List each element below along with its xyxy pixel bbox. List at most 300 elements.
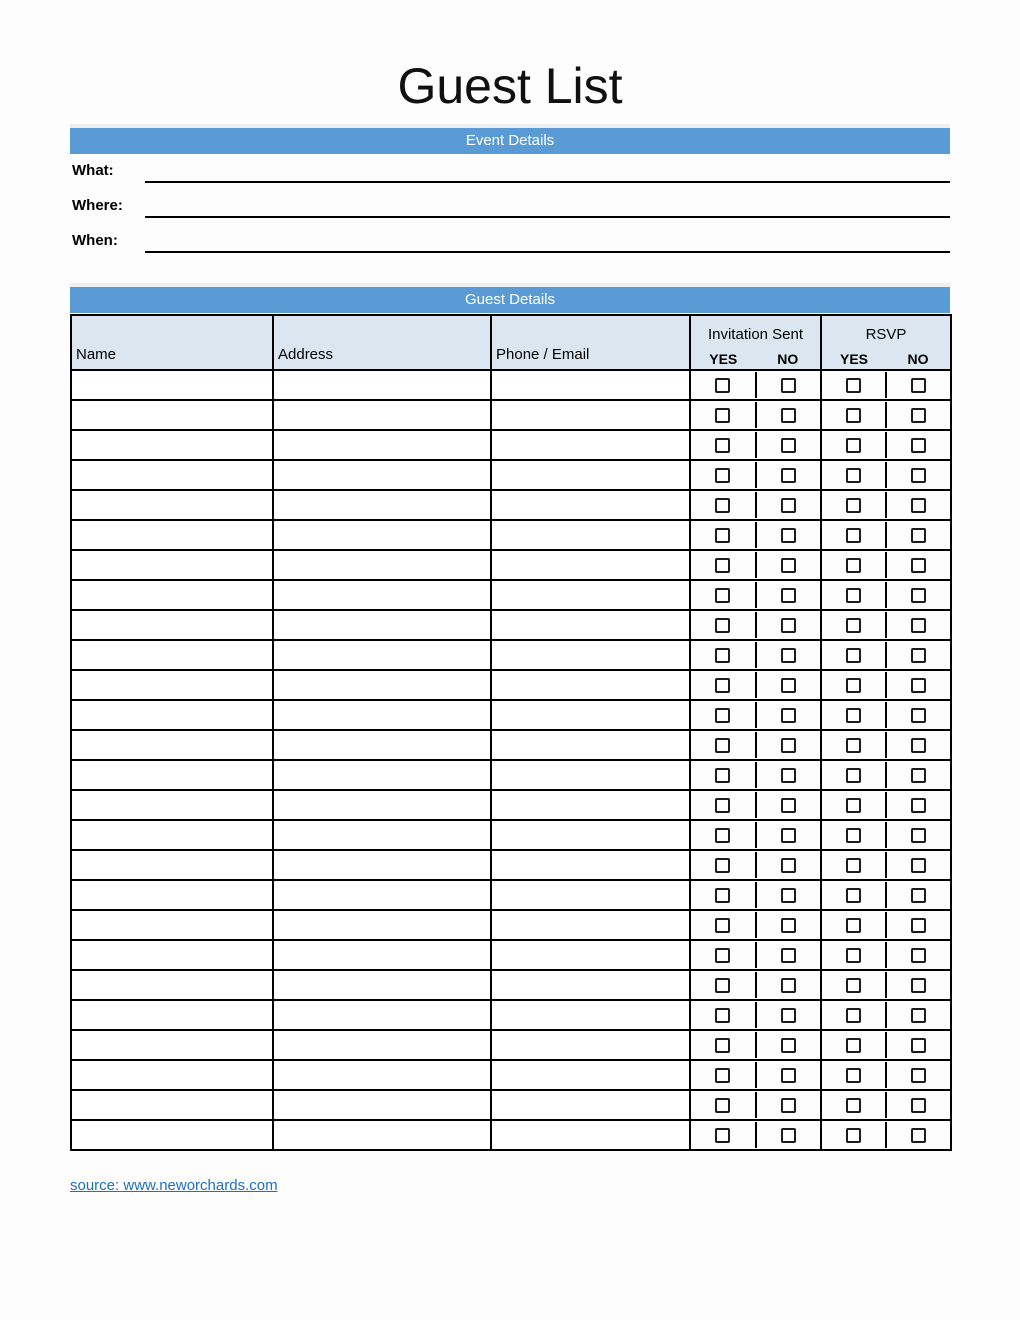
rsvp-yes-checkbox-cell[interactable] bbox=[822, 582, 885, 608]
guest-phone-email-cell[interactable] bbox=[491, 640, 690, 670]
invitation-sent-yes-checkbox-cell[interactable] bbox=[691, 492, 755, 518]
rsvp-no-checkbox-cell[interactable] bbox=[885, 762, 950, 788]
guest-address-cell[interactable] bbox=[273, 910, 491, 940]
guest-address-cell[interactable] bbox=[273, 550, 491, 580]
invitation-sent-no-checkbox[interactable] bbox=[781, 918, 796, 933]
invitation-sent-no-checkbox[interactable] bbox=[781, 708, 796, 723]
rsvp-yes-checkbox[interactable] bbox=[846, 888, 861, 903]
guest-address-cell[interactable] bbox=[273, 520, 491, 550]
guest-address-cell[interactable] bbox=[273, 940, 491, 970]
rsvp-no-checkbox-cell[interactable] bbox=[885, 432, 950, 458]
guest-phone-email-cell[interactable] bbox=[491, 1030, 690, 1060]
invitation-sent-no-checkbox-cell[interactable] bbox=[755, 1032, 821, 1058]
invitation-sent-no-checkbox-cell[interactable] bbox=[755, 612, 821, 638]
invitation-sent-yes-checkbox-cell[interactable] bbox=[691, 462, 755, 488]
invitation-sent-no-label: NO bbox=[777, 351, 799, 367]
guest-phone-email-cell[interactable] bbox=[491, 400, 690, 430]
rsvp-yes-checkbox-cell[interactable] bbox=[822, 1092, 885, 1118]
guest-address-cell[interactable] bbox=[273, 1000, 491, 1030]
guest-address-cell[interactable] bbox=[273, 400, 491, 430]
invitation-sent-yes-checkbox-cell[interactable] bbox=[691, 1002, 755, 1028]
invitation-sent-yes-checkbox-cell[interactable] bbox=[691, 582, 755, 608]
rsvp-cell-options bbox=[822, 942, 950, 968]
guest-phone-email-cell[interactable] bbox=[491, 940, 690, 970]
invitation-sent-yes-checkbox[interactable] bbox=[715, 1068, 730, 1083]
rsvp-no-checkbox-cell[interactable] bbox=[885, 402, 950, 428]
rsvp-yes-checkbox[interactable] bbox=[846, 948, 861, 963]
invitation-sent-yes-checkbox[interactable] bbox=[715, 1008, 730, 1023]
rsvp-yes-checkbox[interactable] bbox=[846, 1068, 861, 1083]
invitation-sent-yes-checkbox-cell[interactable] bbox=[691, 1092, 755, 1118]
guest-phone-email-cell[interactable] bbox=[491, 850, 690, 880]
rsvp-yes-checkbox-cell[interactable] bbox=[822, 942, 885, 968]
rsvp-yes-checkbox[interactable] bbox=[846, 918, 861, 933]
rsvp-no-checkbox[interactable] bbox=[911, 468, 926, 483]
invitation-sent-cell-options bbox=[691, 492, 820, 518]
invitation-sent-yes-checkbox[interactable] bbox=[715, 648, 730, 663]
rsvp-yes-checkbox-cell[interactable] bbox=[822, 1002, 885, 1028]
invitation-sent-yes-checkbox-cell[interactable] bbox=[691, 402, 755, 428]
rsvp-no-checkbox-cell[interactable] bbox=[885, 1002, 950, 1028]
invitation-sent-yes-checkbox-cell[interactable] bbox=[691, 792, 755, 818]
rsvp-yes-checkbox[interactable] bbox=[846, 438, 861, 453]
invitation-sent-yes-checkbox[interactable] bbox=[715, 1038, 730, 1053]
invitation-sent-no-checkbox[interactable] bbox=[781, 1128, 796, 1143]
rsvp-no-checkbox-cell[interactable] bbox=[885, 672, 950, 698]
rsvp-yes-checkbox-cell[interactable] bbox=[822, 882, 885, 908]
rsvp-no-checkbox-cell[interactable] bbox=[885, 522, 950, 548]
invitation-sent-no-checkbox[interactable] bbox=[781, 858, 796, 873]
invitation-sent-no-checkbox-cell[interactable] bbox=[755, 822, 821, 848]
guest-address-cell[interactable] bbox=[273, 820, 491, 850]
guest-phone-email-cell[interactable] bbox=[491, 790, 690, 820]
invitation-sent-no-checkbox-cell[interactable] bbox=[755, 732, 821, 758]
invitation-sent-yes-checkbox-cell[interactable] bbox=[691, 672, 755, 698]
rsvp-yes-checkbox[interactable] bbox=[846, 618, 861, 633]
guest-address-cell[interactable] bbox=[273, 790, 491, 820]
guest-address-cell[interactable] bbox=[273, 430, 491, 460]
guest-name-cell[interactable] bbox=[71, 610, 273, 640]
guest-name-cell[interactable] bbox=[71, 400, 273, 430]
invitation-sent-no-checkbox-cell[interactable] bbox=[755, 492, 821, 518]
rsvp-no-checkbox-cell[interactable] bbox=[885, 612, 950, 638]
rsvp-yes-checkbox-cell[interactable] bbox=[822, 522, 885, 548]
invitation-sent-no-checkbox-cell[interactable] bbox=[755, 462, 821, 488]
invitation-sent-no-checkbox[interactable] bbox=[781, 768, 796, 783]
invitation-sent-no-checkbox[interactable] bbox=[781, 438, 796, 453]
guest-name-cell[interactable] bbox=[71, 460, 273, 490]
invitation-sent-no-checkbox[interactable] bbox=[781, 678, 796, 693]
guest-address-cell[interactable] bbox=[273, 880, 491, 910]
invitation-sent-no-checkbox[interactable] bbox=[781, 1098, 796, 1113]
guest-address-cell[interactable] bbox=[273, 1120, 491, 1150]
rsvp-yes-checkbox[interactable] bbox=[846, 1008, 861, 1023]
rsvp-no-checkbox[interactable] bbox=[911, 558, 926, 573]
rsvp-yes-checkbox-cell[interactable] bbox=[822, 852, 885, 878]
invitation-sent-no-checkbox-cell[interactable] bbox=[755, 402, 821, 428]
invitation-sent-yes-checkbox[interactable] bbox=[715, 1098, 730, 1113]
rsvp-no-checkbox[interactable] bbox=[911, 1128, 926, 1143]
guest-phone-email-cell[interactable] bbox=[491, 490, 690, 520]
guest-name-cell[interactable] bbox=[71, 1120, 273, 1150]
invitation-sent-yes-checkbox[interactable] bbox=[715, 918, 730, 933]
invitation-sent-yes-checkbox[interactable] bbox=[715, 738, 730, 753]
rsvp-no-checkbox-cell[interactable] bbox=[885, 1032, 950, 1058]
rsvp-yes-checkbox[interactable] bbox=[846, 768, 861, 783]
rsvp-no-checkbox[interactable] bbox=[911, 618, 926, 633]
invitation-sent-no-checkbox[interactable] bbox=[781, 948, 796, 963]
invitation-sent-no-checkbox-cell[interactable] bbox=[755, 972, 821, 998]
rsvp-no-checkbox-cell[interactable] bbox=[885, 582, 950, 608]
guest-name-cell[interactable] bbox=[71, 1060, 273, 1090]
rsvp-no-checkbox[interactable] bbox=[911, 738, 926, 753]
rsvp-no-checkbox-cell[interactable] bbox=[885, 702, 950, 728]
invitation-sent-yes-checkbox[interactable] bbox=[715, 978, 730, 993]
rsvp-yes-checkbox-cell[interactable] bbox=[822, 372, 885, 398]
guest-address-cell[interactable] bbox=[273, 640, 491, 670]
rsvp-no-checkbox[interactable] bbox=[911, 1008, 926, 1023]
invitation-sent-no-checkbox[interactable] bbox=[781, 558, 796, 573]
guest-address-cell[interactable] bbox=[273, 610, 491, 640]
invitation-sent-yes-checkbox-cell[interactable] bbox=[691, 972, 755, 998]
guest-name-cell[interactable] bbox=[71, 850, 273, 880]
source-link[interactable]: source: www.neworchards.com bbox=[70, 1177, 278, 1194]
rsvp-no-checkbox[interactable] bbox=[911, 378, 926, 393]
rsvp-yes-checkbox[interactable] bbox=[846, 1098, 861, 1113]
invitation-sent-no-checkbox-cell[interactable] bbox=[755, 642, 821, 668]
guest-name-cell[interactable] bbox=[71, 550, 273, 580]
invitation-sent-no-checkbox[interactable] bbox=[781, 828, 796, 843]
rsvp-no-checkbox[interactable] bbox=[911, 1098, 926, 1113]
invitation-sent-no-checkbox-cell[interactable] bbox=[755, 372, 821, 398]
rsvp-yes-checkbox[interactable] bbox=[846, 498, 861, 513]
rsvp-no-checkbox-cell[interactable] bbox=[885, 882, 950, 908]
invitation-sent-no-checkbox[interactable] bbox=[781, 618, 796, 633]
invitation-sent-yes-checkbox-cell[interactable] bbox=[691, 432, 755, 458]
invitation-sent-no-checkbox-cell[interactable] bbox=[755, 702, 821, 728]
guest-phone-email-cell[interactable] bbox=[491, 1000, 690, 1030]
rsvp-no-checkbox[interactable] bbox=[911, 858, 926, 873]
guest-name-cell[interactable] bbox=[71, 700, 273, 730]
rsvp-yes-checkbox[interactable] bbox=[846, 1038, 861, 1053]
guest-phone-email-cell[interactable] bbox=[491, 1060, 690, 1090]
rsvp-no-checkbox-cell[interactable] bbox=[885, 732, 950, 758]
invitation-sent-no-checkbox-cell[interactable] bbox=[755, 1002, 821, 1028]
invitation-sent-yes-checkbox[interactable] bbox=[715, 438, 730, 453]
invitation-sent-no-checkbox-cell[interactable] bbox=[755, 792, 821, 818]
rsvp-yes-checkbox[interactable] bbox=[846, 468, 861, 483]
guest-name-cell[interactable] bbox=[71, 820, 273, 850]
invitation-sent-yes-checkbox[interactable] bbox=[715, 768, 730, 783]
rsvp-yes-checkbox-cell[interactable] bbox=[822, 1032, 885, 1058]
guest-phone-email-cell[interactable] bbox=[491, 700, 690, 730]
rsvp-yes-checkbox[interactable] bbox=[846, 858, 861, 873]
invitation-sent-yes-checkbox[interactable] bbox=[715, 888, 730, 903]
invitation-sent-no-checkbox-cell[interactable] bbox=[755, 1092, 821, 1118]
guest-address-cell[interactable] bbox=[273, 580, 491, 610]
invitation-sent-yes-checkbox[interactable] bbox=[715, 408, 730, 423]
guest-address-cell[interactable] bbox=[273, 1030, 491, 1060]
invitation-sent-no-checkbox[interactable] bbox=[781, 1068, 796, 1083]
invitation-sent-yes-checkbox-cell[interactable] bbox=[691, 882, 755, 908]
table-row bbox=[71, 430, 951, 460]
rsvp-no-checkbox-cell[interactable] bbox=[885, 372, 950, 398]
invitation-sent-no-checkbox-cell[interactable] bbox=[755, 552, 821, 578]
invitation-sent-no-checkbox[interactable] bbox=[781, 498, 796, 513]
guest-name-cell[interactable] bbox=[71, 1090, 273, 1120]
rsvp-yes-checkbox[interactable] bbox=[846, 978, 861, 993]
guest-phone-email-cell[interactable] bbox=[491, 820, 690, 850]
rsvp-no-checkbox[interactable] bbox=[911, 828, 926, 843]
guest-name-cell[interactable] bbox=[71, 370, 273, 400]
guest-name-cell[interactable] bbox=[71, 430, 273, 460]
guest-phone-email-cell[interactable] bbox=[491, 610, 690, 640]
event-field-when-input-line[interactable] bbox=[145, 251, 950, 253]
guest-address-cell[interactable] bbox=[273, 370, 491, 400]
invitation-sent-no-checkbox[interactable] bbox=[781, 978, 796, 993]
rsvp-yes-checkbox-cell[interactable] bbox=[822, 402, 885, 428]
rsvp-yes-checkbox[interactable] bbox=[846, 798, 861, 813]
guest-phone-email-cell[interactable] bbox=[491, 670, 690, 700]
rsvp-no-checkbox[interactable] bbox=[911, 708, 926, 723]
rsvp-yes-checkbox-cell[interactable] bbox=[822, 552, 885, 578]
guest-phone-email-cell[interactable] bbox=[491, 760, 690, 790]
invitation-sent-yes-checkbox[interactable] bbox=[715, 678, 730, 693]
invitation-sent-no-checkbox[interactable] bbox=[781, 588, 796, 603]
guest-address-cell[interactable] bbox=[273, 490, 491, 520]
guest-address-cell[interactable] bbox=[273, 670, 491, 700]
event-field-what-input-line[interactable] bbox=[145, 181, 950, 183]
invitation-sent-yes-checkbox[interactable] bbox=[715, 618, 730, 633]
rsvp-no-checkbox-cell[interactable] bbox=[885, 462, 950, 488]
invitation-sent-no-checkbox[interactable] bbox=[781, 528, 796, 543]
guest-phone-email-cell[interactable] bbox=[491, 580, 690, 610]
invitation-sent-yes-checkbox-cell[interactable] bbox=[691, 942, 755, 968]
invitation-sent-no-checkbox-cell[interactable] bbox=[755, 912, 821, 938]
guest-phone-email-cell[interactable] bbox=[491, 910, 690, 940]
guest-phone-email-cell[interactable] bbox=[491, 880, 690, 910]
guest-name-cell[interactable] bbox=[71, 880, 273, 910]
guest-phone-email-cell[interactable] bbox=[491, 1120, 690, 1150]
rsvp-yes-checkbox[interactable] bbox=[846, 378, 861, 393]
guest-address-cell[interactable] bbox=[273, 460, 491, 490]
rsvp-no-checkbox-cell[interactable] bbox=[885, 1062, 950, 1088]
invitation-sent-no-checkbox-cell[interactable] bbox=[755, 1122, 821, 1148]
guest-phone-email-cell[interactable] bbox=[491, 730, 690, 760]
invitation-sent-yes-checkbox[interactable] bbox=[715, 798, 730, 813]
invitation-sent-no-checkbox[interactable] bbox=[781, 738, 796, 753]
guest-address-cell[interactable] bbox=[273, 760, 491, 790]
guest-name-cell[interactable] bbox=[71, 940, 273, 970]
invitation-sent-yes-checkbox[interactable] bbox=[715, 378, 730, 393]
rsvp-no-checkbox-cell[interactable] bbox=[885, 972, 950, 998]
guest-address-cell[interactable] bbox=[273, 850, 491, 880]
rsvp-no-checkbox[interactable] bbox=[911, 438, 926, 453]
event-field-where[interactable] bbox=[70, 195, 950, 221]
invitation-sent-yes-checkbox-cell[interactable] bbox=[691, 522, 755, 548]
guest-address-cell[interactable] bbox=[273, 730, 491, 760]
guest-name-cell[interactable] bbox=[71, 520, 273, 550]
invitation-sent-yes-checkbox[interactable] bbox=[715, 948, 730, 963]
rsvp-yes-checkbox-cell[interactable] bbox=[822, 912, 885, 938]
invitation-sent-yes-checkbox[interactable] bbox=[715, 468, 730, 483]
guest-name-cell[interactable] bbox=[71, 730, 273, 760]
invitation-sent-yes-checkbox-cell[interactable] bbox=[691, 702, 755, 728]
invitation-sent-no-checkbox[interactable] bbox=[781, 408, 796, 423]
rsvp-no-checkbox[interactable] bbox=[911, 408, 926, 423]
guest-name-cell[interactable] bbox=[71, 1030, 273, 1060]
invitation-sent-no-checkbox[interactable] bbox=[781, 468, 796, 483]
rsvp-no-checkbox[interactable] bbox=[911, 978, 926, 993]
rsvp-yes-checkbox-cell[interactable] bbox=[822, 1122, 885, 1148]
invitation-sent-no-checkbox[interactable] bbox=[781, 1008, 796, 1023]
rsvp-no-checkbox[interactable] bbox=[911, 798, 926, 813]
invitation-sent-no-checkbox-cell[interactable] bbox=[755, 432, 821, 458]
guest-address-cell[interactable] bbox=[273, 700, 491, 730]
rsvp-no-checkbox[interactable] bbox=[911, 888, 926, 903]
guest-address-cell[interactable] bbox=[273, 1090, 491, 1120]
rsvp-yes-checkbox[interactable] bbox=[846, 648, 861, 663]
guest-phone-email-cell[interactable] bbox=[491, 520, 690, 550]
invitation-sent-yes-checkbox-cell[interactable] bbox=[691, 822, 755, 848]
event-field-what[interactable] bbox=[70, 160, 950, 186]
rsvp-no-checkbox-cell[interactable] bbox=[885, 492, 950, 518]
rsvp-yes-checkbox-cell[interactable] bbox=[822, 762, 885, 788]
event-field-when[interactable] bbox=[70, 230, 950, 256]
rsvp-yes-checkbox-cell[interactable] bbox=[822, 732, 885, 758]
invitation-sent-no-checkbox-cell[interactable] bbox=[755, 942, 821, 968]
rsvp-yes-checkbox-cell[interactable] bbox=[822, 462, 885, 488]
invitation-sent-no-checkbox-cell[interactable] bbox=[755, 1062, 821, 1088]
rsvp-yes-checkbox-cell[interactable] bbox=[822, 1062, 885, 1088]
invitation-sent-no-checkbox-cell[interactable] bbox=[755, 522, 821, 548]
guest-name-cell[interactable] bbox=[71, 490, 273, 520]
rsvp-yes-checkbox-cell[interactable] bbox=[822, 612, 885, 638]
rsvp-yes-checkbox-cell[interactable] bbox=[822, 672, 885, 698]
guest-phone-email-cell[interactable] bbox=[491, 970, 690, 1000]
rsvp-no-checkbox[interactable] bbox=[911, 1068, 926, 1083]
rsvp-no-checkbox-cell[interactable] bbox=[885, 1122, 950, 1148]
invitation-sent-no-checkbox-cell[interactable] bbox=[755, 852, 821, 878]
invitation-sent-yes-checkbox[interactable] bbox=[715, 828, 730, 843]
rsvp-yes-checkbox[interactable] bbox=[846, 588, 861, 603]
guest-name-cell[interactable] bbox=[71, 790, 273, 820]
rsvp-no-checkbox-cell[interactable] bbox=[885, 1092, 950, 1118]
rsvp-no-checkbox[interactable] bbox=[911, 1038, 926, 1053]
rsvp-yes-checkbox-cell[interactable] bbox=[822, 972, 885, 998]
guest-name-cell[interactable] bbox=[71, 670, 273, 700]
invitation-sent-no-checkbox-cell[interactable] bbox=[755, 882, 821, 908]
guest-name-cell[interactable] bbox=[71, 640, 273, 670]
rsvp-cell bbox=[821, 790, 951, 820]
invitation-sent-yes-checkbox[interactable] bbox=[715, 498, 730, 513]
invitation-sent-yes-checkbox-cell[interactable] bbox=[691, 552, 755, 578]
guest-phone-email-cell[interactable] bbox=[491, 550, 690, 580]
rsvp-no-checkbox-cell[interactable] bbox=[885, 552, 950, 578]
rsvp-no-checkbox[interactable] bbox=[911, 498, 926, 513]
guest-name-cell[interactable] bbox=[71, 580, 273, 610]
rsvp-no-checkbox[interactable] bbox=[911, 948, 926, 963]
guest-address-cell[interactable] bbox=[273, 970, 491, 1000]
rsvp-no-checkbox-cell[interactable] bbox=[885, 642, 950, 668]
invitation-sent-no-checkbox-cell[interactable] bbox=[755, 582, 821, 608]
guest-name-cell[interactable] bbox=[71, 970, 273, 1000]
guest-address-cell[interactable] bbox=[273, 1060, 491, 1090]
invitation-sent-yes-checkbox[interactable] bbox=[715, 528, 730, 543]
rsvp-no-checkbox[interactable] bbox=[911, 918, 926, 933]
rsvp-no-checkbox[interactable] bbox=[911, 678, 926, 693]
invitation-sent-no-checkbox[interactable] bbox=[781, 798, 796, 813]
invitation-sent-yes-checkbox-cell[interactable] bbox=[691, 612, 755, 638]
invitation-sent-yes-checkbox[interactable] bbox=[715, 708, 730, 723]
rsvp-yes-checkbox[interactable] bbox=[846, 678, 861, 693]
rsvp-no-checkbox[interactable] bbox=[911, 528, 926, 543]
invitation-sent-yes-checkbox-cell[interactable] bbox=[691, 912, 755, 938]
rsvp-no-checkbox[interactable] bbox=[911, 588, 926, 603]
invitation-sent-yes-checkbox-cell[interactable] bbox=[691, 372, 755, 398]
rsvp-yes-checkbox-cell[interactable] bbox=[822, 642, 885, 668]
guest-phone-email-cell[interactable] bbox=[491, 370, 690, 400]
rsvp-yes-checkbox-cell[interactable] bbox=[822, 702, 885, 728]
invitation-sent-yes-checkbox[interactable] bbox=[715, 858, 730, 873]
guest-name-cell[interactable] bbox=[71, 910, 273, 940]
guest-phone-email-cell[interactable] bbox=[491, 460, 690, 490]
guest-name-cell[interactable] bbox=[71, 1000, 273, 1030]
guest-phone-email-cell[interactable] bbox=[491, 430, 690, 460]
rsvp-yes-checkbox-cell[interactable] bbox=[822, 432, 885, 458]
rsvp-yes-checkbox[interactable] bbox=[846, 528, 861, 543]
invitation-sent-yes-checkbox[interactable] bbox=[715, 1128, 730, 1143]
guest-name-cell[interactable] bbox=[71, 760, 273, 790]
rsvp-yes-checkbox-cell[interactable] bbox=[822, 792, 885, 818]
rsvp-yes-checkbox[interactable] bbox=[846, 408, 861, 423]
invitation-sent-yes-checkbox-cell[interactable] bbox=[691, 762, 755, 788]
rsvp-no-checkbox-cell[interactable] bbox=[885, 852, 950, 878]
column-header-phone-email: Phone / Email bbox=[491, 315, 690, 370]
invitation-sent-no-checkbox[interactable] bbox=[781, 888, 796, 903]
rsvp-cell-options bbox=[822, 672, 950, 698]
invitation-sent-no-checkbox[interactable] bbox=[781, 648, 796, 663]
rsvp-no-checkbox-cell[interactable] bbox=[885, 912, 950, 938]
invitation-sent-no-checkbox[interactable] bbox=[781, 1038, 796, 1053]
rsvp-no-checkbox-cell[interactable] bbox=[885, 942, 950, 968]
rsvp-yes-checkbox[interactable] bbox=[846, 738, 861, 753]
invitation-sent-yes-checkbox-cell[interactable] bbox=[691, 642, 755, 668]
rsvp-no-checkbox[interactable] bbox=[911, 648, 926, 663]
rsvp-yes-checkbox-cell[interactable] bbox=[822, 492, 885, 518]
event-field-where-input-line[interactable] bbox=[145, 216, 950, 218]
invitation-sent-yes-checkbox-cell[interactable] bbox=[691, 1032, 755, 1058]
invitation-sent-yes-checkbox[interactable] bbox=[715, 588, 730, 603]
invitation-sent-yes-checkbox-cell[interactable] bbox=[691, 732, 755, 758]
rsvp-yes-checkbox[interactable] bbox=[846, 708, 861, 723]
invitation-sent-yes-checkbox-cell[interactable] bbox=[691, 1122, 755, 1148]
rsvp-no-checkbox-cell[interactable] bbox=[885, 822, 950, 848]
invitation-sent-no-checkbox-cell[interactable] bbox=[755, 672, 821, 698]
rsvp-yes-checkbox[interactable] bbox=[846, 1128, 861, 1143]
rsvp-yes-checkbox[interactable] bbox=[846, 828, 861, 843]
rsvp-no-checkbox-cell[interactable] bbox=[885, 792, 950, 818]
rsvp-yes-checkbox-cell[interactable] bbox=[822, 822, 885, 848]
rsvp-no-checkbox[interactable] bbox=[911, 768, 926, 783]
invitation-sent-no-checkbox-cell[interactable] bbox=[755, 762, 821, 788]
invitation-sent-yes-checkbox-cell[interactable] bbox=[691, 852, 755, 878]
invitation-sent-yes-checkbox-cell[interactable] bbox=[691, 1062, 755, 1088]
rsvp-yes-checkbox[interactable] bbox=[846, 558, 861, 573]
guest-phone-email-cell[interactable] bbox=[491, 1090, 690, 1120]
invitation-sent-yes-checkbox[interactable] bbox=[715, 558, 730, 573]
invitation-sent-no-checkbox[interactable] bbox=[781, 378, 796, 393]
